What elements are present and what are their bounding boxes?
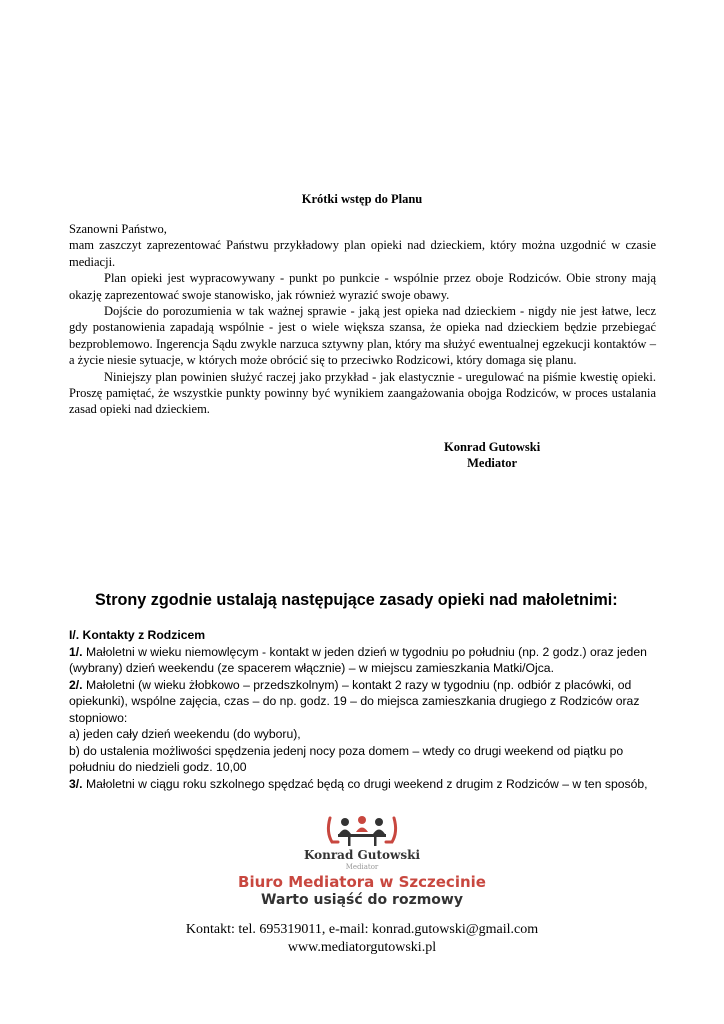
signature-block [444, 439, 540, 471]
rule-number: 2/. [69, 677, 83, 692]
intro-title: Krótki wstęp do Planu [301, 192, 423, 206]
signature-role: Mediator [467, 456, 518, 470]
website-link[interactable]: www.mediatorgutowski.pl [287, 940, 437, 955]
rule-number: 3/. [69, 776, 83, 791]
rules-heading: Strony zgodnie ustalają następujące zasady opieki nad małoletnimi: [95, 591, 618, 609]
opening-paragraph: mam zaszczyt zaprezentować Państwu przykładowy plan opieki nad dzieckiem, który można uzgodnić w czasie mediacji. [69, 238, 656, 269]
rule-item-2 [69, 677, 659, 727]
rule-text: Małoletni w wieku niemowlęcym - kontakt w jeden dzień w tygodniu po południu (np. 2 godz.) oraz jeden (wybrany) dzień weekendu (ze spacerem włącznie) – w miejscu zamieszkania Matki/Ojca. [69, 644, 647, 675]
rule-item-2a: a) jeden cały dzień weekendu (do wyboru), [69, 727, 301, 741]
rule-text: Małoletni (w wieku żłobkowo – przedszkolnym) – kontakt 2 razy w tygodniu (np. odbiór z placówki, od opiekunki), wspólne zajęcia, czas – do np. godz. 19 – do miejsca zamieszkania drugiego z Rodziców oraz stopniowo: [69, 677, 640, 725]
rule-item-3 [69, 776, 659, 793]
footer-contact [0, 921, 724, 957]
section-title: I/. Kontakty z Rodzicem [69, 628, 206, 642]
intro-letter [69, 221, 656, 418]
rule-number: 1/. [69, 644, 83, 659]
intro-paragraph-1: Plan opieki jest wypracowywany - punkt po punkcie - wspólnie przez oboje Rodziców. Obie strony mają okazję zaprezentować swoje stanowisko, jak również wyrazić swoje obawy. [69, 271, 656, 302]
logo-name: Konrad Gutowski [303, 848, 421, 862]
rule-text: Małoletni w ciągu roku szkolnego spędzać będą co drugi weekend z drugim z Rodziców – w ten sposób, [82, 776, 648, 791]
mediator-logo [226, 806, 498, 918]
intro-paragraph-3: Niniejszy plan powinien służyć raczej jako przykład - jak elastycznie - uregulować na piśmie kwestię opieki. Proszę pamiętać, że wszystkie punkty powinny być wynikiem zaangażowania obojga Rodziców, w proces ustalania zasad opieki nad dzieckiem. [69, 369, 656, 417]
logo-tagline: Warto usiąść do rozmowy [261, 892, 463, 908]
logo-office: Biuro Mediatora w Szczecinie [238, 873, 486, 891]
rule-item-1 [69, 644, 659, 677]
rule-item-2b: b) do ustalenia możliwości spędzenia jedenj nocy poza domem – wtedy co drugi weekend od piątku po południu do niedzieli godz. 10,00 [69, 743, 624, 774]
signature-name: Konrad Gutowski [444, 440, 541, 454]
salutation: Szanowni Państwo, [69, 222, 167, 236]
logo-role: Mediator [345, 863, 379, 871]
contact-line: Kontakt: tel. 695319011, e-mail: konrad.gutowski@gmail.com [185, 922, 539, 937]
intro-paragraph-2: Dojście do porozumienia w tak ważnej sprawie - jaką jest opieka nad dzieckiem - nigdy nie jest łatwe, lecz gdy postanowienia zapadają wspólnie - jest o wiele większa szansa, że opieka nad dzieckiem będzie przebiegać bezproblemowo. Ingerencja Sądu zwykle narzuca sztywny plan, który ma służyć ewentualnej egzekucji kontaktów – a życie niesie sytuacje, w których może obrócić się to przeciwko Rodzicowi, który domaga się planu. [69, 304, 656, 368]
rules-body [69, 627, 659, 792]
mediation-table-icon [226, 806, 498, 850]
